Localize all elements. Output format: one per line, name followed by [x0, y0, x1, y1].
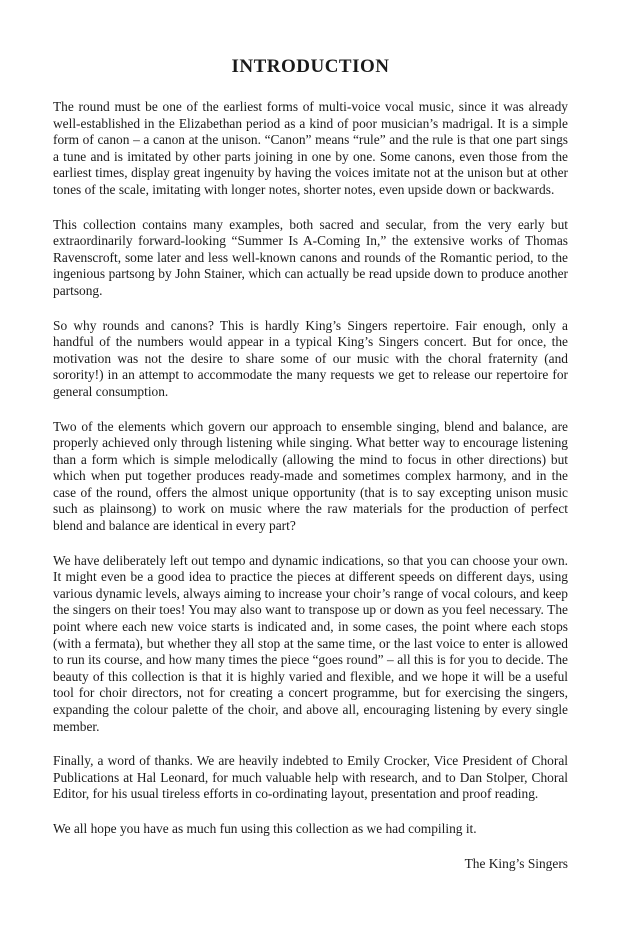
paragraph-tempo-and-dynamics: We have deliberately left out tempo and dynamic indications, so that you can choose your own. It might even be a good idea to practice the pieces at different speeds on different days, using various dynamic levels, always aiming to increase your choir’s range of vocal colours, and keep the singers on their toes! You may also want to transpose up or down as you feel necessary. The point where each new voice starts is indicated and, in some cases, the point where each stops (with a fermata), but whether they all stop at the same time, or the last voice to enter is allowed to run its course, and how many times the piece “goes round” – all this is for you to decide. The beauty of this collection is that it is highly varied and flexible, and we hope it will be a useful tool for choir directors, not for creating a concert programme, but for exercising the singers, expanding the colour palette of the choir, and above all, encouraging listening by every single member.: [53, 552, 568, 734]
signature: The King’s Singers: [464, 855, 568, 871]
paragraph-blend-and-balance: Two of the elements which govern our approach to ensemble singing, blend and balance, are properly achieved only through listening while singing. What better way to encourage listening than a form which is simple melodically (allowing the mind to focus in other directions) but which when put together produces ready-made and sometimes complex harmony, and in the case of the round, offers the almost unique opportunity (that is to say excepting unison music such as plainsong) to work on music where the raw materials for the production of perfect blend and balance are identical in every part?: [53, 418, 568, 534]
paragraph-closing: We all hope you have as much fun using this collection as we had compiling it.: [53, 820, 477, 836]
body-text: [53, 99, 568, 838]
paragraph-collection-contents: This collection contains many examples, both sacred and secular, from the very early but extraordinarily forward-looking “Summer Is A-Coming In,” the extensive works of Thomas Ravenscroft, some later and less well-known canons and rounds of the Romantic period, to the ingenious partsong by John Stainer, which can actually be read upside down to produce another partsong.: [53, 216, 568, 298]
page-title: INTRODUCTION: [231, 56, 390, 77]
paragraph-why-rounds: So why rounds and canons? This is hardly King’s Singers repertoire. Fair enough, only a handful of the numbers would appear in a typical King’s Singers concert. But for once, the motivation was not the desire to share some of our music with the choral fraternity (and sorority!) in an attempt to accommodate the many requests we get to release our repertoire for general consumption.: [53, 317, 568, 399]
document-page: [53, 0, 568, 872]
paragraph-thanks: Finally, a word of thanks. We are heavily indebted to Emily Crocker, Vice President of Choral Publications at Hal Leonard, for much valuable help with research, and to Dan Stolper, Choral Editor, for his usual tireless efforts in co-ordinating layout, presentation and proof reading.: [53, 753, 568, 802]
paragraph-history-of-round: The round must be one of the earliest forms of multi-voice vocal music, since it was already well-established in the Elizabethan period as a kind of poor musician’s madrigal. It is a simple form of canon – a canon at the unison. “Canon” means “rule” and the rule is that one part sings a tune and is imitated by other parts joining in one by one. Some canons, even those from the earliest times, display great ingenuity by having the voices imitate not at the unison but at other tones of the scale, imitating with longer notes, shorter notes, even upside down or backwards.: [53, 99, 568, 197]
